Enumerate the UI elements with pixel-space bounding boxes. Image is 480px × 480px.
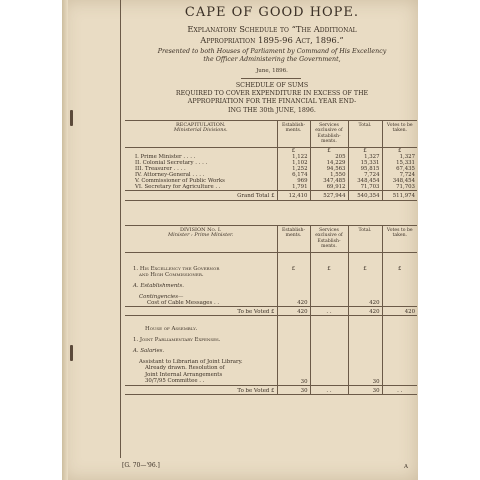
table-row: Assistant to Librarian of Joint Library. Already drawn. Resolution of Joint Internal Arrangements 30/7/95 Committee . . 30 30	[125, 359, 417, 386]
col-establishments: Establish-ments.	[277, 226, 310, 253]
divider-rule	[241, 78, 301, 79]
presented-line-2: the Officer Administering the Government,	[203, 56, 341, 63]
division-table	[125, 225, 417, 395]
table-row: V. Commissioner of Public Works 969 347,485 348,454 348,454	[135, 177, 415, 184]
col-votes: Votes to be taken.	[382, 121, 417, 148]
schedule-heading	[121, 82, 418, 115]
recap-header-label: RECAPITULATION. Ministerial Divisions.	[125, 121, 277, 148]
schedule-line-3: APPROPRIATION FOR THE FINANCIAL YEAR END-	[187, 98, 357, 106]
col-votes: Votes to be taken.	[382, 226, 417, 253]
page-spine-shadow	[62, 0, 68, 480]
col-services: Services exclusive of Establish-ments.	[310, 226, 348, 253]
document-date: June, 1896.	[256, 68, 288, 74]
schedule-line-1: SCHEDULE OF SUMS	[235, 82, 309, 89]
house-of-assembly-row: House of Assembly.	[125, 326, 417, 332]
col-services: Services exclusive of Establish-ments.	[310, 121, 348, 148]
section-governor-row: 1. His Excellency the Governor and High Commissioner. £ £ £ £	[125, 266, 417, 278]
table-row: VI. Secretary for Agriculture . . 1,791 69,912 71,703 71,703	[135, 183, 415, 190]
grand-total-label: Grand Total £	[125, 190, 277, 200]
division-header-label: DIVISION No. I. Minister : Prime Minister.	[125, 226, 277, 253]
document-reference: [G. 70—'96.]	[122, 462, 160, 469]
currency-row: £ £ £ £	[125, 147, 417, 154]
recap-header-row	[125, 121, 417, 148]
col-establishments: Establish-ments.	[277, 121, 310, 148]
recapitulation-table	[125, 120, 417, 201]
table-row: Cost of Cable Messages . . 420 420	[125, 300, 417, 307]
content-frame	[120, 0, 418, 458]
document-subtitle	[121, 24, 418, 46]
col-total: Total.	[348, 226, 382, 253]
document-title: CAPE OF GOOD HOPE.	[184, 5, 360, 20]
joint-expenses-row: 1. Joint Parliamentary Expenses.	[125, 337, 417, 343]
presented-statement	[121, 48, 418, 64]
grand-total-row: Grand Total £ 12,410 527,944 540,354 511,974	[125, 190, 417, 200]
table-row: IV. Attorney-General . . . . 6,174 1,550 7,724 7,724	[135, 171, 415, 178]
subsection-establishments-row: A. Establishments.	[125, 283, 417, 289]
to-be-voted-row: To be Voted £ 420 . . 420 420	[125, 307, 417, 316]
schedule-line-2: REQUIRED TO COVER EXPENDITURE IN EXCESS OF THE	[175, 90, 369, 98]
table-row: III. Treasurer . . . . 1,252 94,563 95,815 67,435	[135, 165, 415, 172]
punch-hole-mark-bottom	[70, 345, 73, 361]
contingencies-row: Contingencies—	[125, 294, 417, 300]
subsection-salaries-row: A. Salaries.	[125, 348, 417, 354]
division-header-row	[125, 226, 417, 253]
col-total: Total.	[348, 121, 382, 148]
presented-line-1: Presented to both Houses of Parliament by Command of His Excellency	[157, 48, 387, 55]
schedule-line-4: ING THE 30th JUNE, 1896.	[228, 106, 316, 114]
table-row: I. Prime Minister . . . . 1,122 205 1,327 1,327	[135, 153, 415, 160]
subtitle-line-2: Appropriation 1895-96 Act, 1896.”	[200, 35, 344, 45]
table-row: II. Colonial Secretary . . . . 1,102 14,229 15,331 15,331	[135, 159, 415, 166]
subtitle-line-1: Explanatory Schedule to “The Additional	[187, 24, 357, 34]
to-be-voted-row: To be Voted £ 30 . . 30 . .	[125, 386, 417, 395]
document-page	[62, 0, 418, 480]
signature-mark: A	[404, 464, 408, 470]
punch-hole-mark-top	[70, 110, 73, 126]
